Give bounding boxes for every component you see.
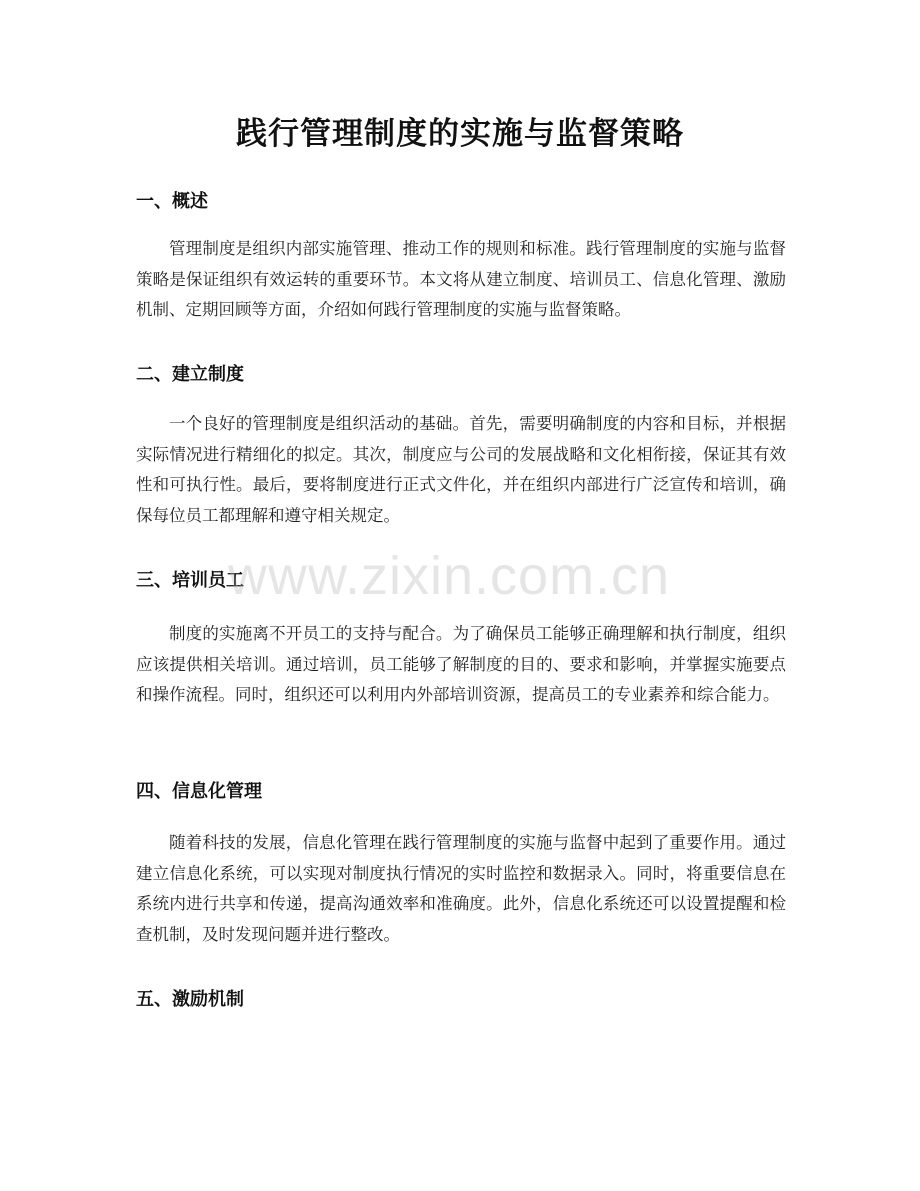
section-heading-establish: 二、建立制度 — [136, 364, 244, 385]
document-title: 践行管理制度的实施与监督策略 — [236, 116, 684, 152]
section-paragraph-information: 随着科技的发展，信息化管理在践行管理制度的实施与监督中起到了重要作用。通过建立信息化系统，可以实现对制度执行情况的实时监控和数据录入。同时，将重要信息在系统内进行共享和传递，提高沟通效率和准确度。此外，信息化系统还可以设置提醒和检查机制，及时发现问题并进行整改。 — [136, 833, 786, 944]
section-heading-training: 三、培训员工 — [136, 570, 244, 591]
section-paragraph-establish: 一个良好的管理制度是组织活动的基础。首先，需要明确制度的内容和目标，并根据实际情况进行精细化的拟定。其次，制度应与公司的发展战略和文化相衔接，保证其有效性和可执行性。最后，要将制度进行正式文件化，并在组织内部进行广泛宣传和培训，确保每位员工都理解和遵守相关规定。 — [136, 414, 786, 525]
section-paragraph-overview: 管理制度是组织内部实施管理、推动工作的规则和标准。践行管理制度的实施与监督策略是保证组织有效运转的重要环节。本文将从建立制度、培训员工、信息化管理、激励机制、定期回顾等方面，介绍如何践行管理制度的实施与监督策略。 — [136, 239, 786, 319]
section-heading-incentive: 五、激励机制 — [136, 989, 244, 1010]
watermark-text: www.zixin.com.cn — [228, 546, 671, 606]
section-paragraph-training: 制度的实施离不开员工的支持与配合。为了确保员工能够正确理解和执行制度，组织应该提供相关培训。通过培训，员工能够了解制度的目的、要求和影响，并掌握实施要点和操作流程。同时，组织还可以利用内外部培训资源，提高员工的专业素养和综合能力。 — [136, 624, 786, 704]
section-heading-overview: 一、概述 — [136, 191, 208, 212]
section-heading-information: 四、信息化管理 — [136, 781, 262, 802]
